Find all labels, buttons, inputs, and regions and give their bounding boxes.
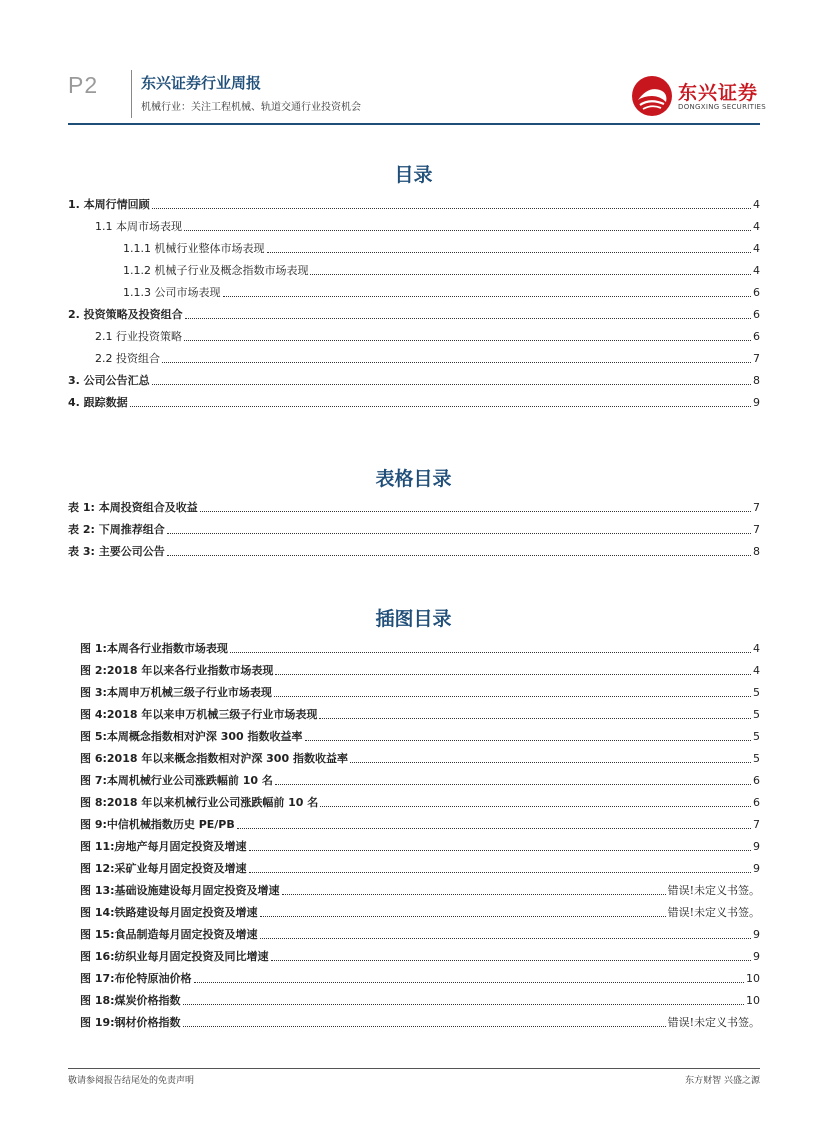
figures-toc-item[interactable]: 图 8:2018 年以来机械行业公司涨跌幅前 10 名 6 (68, 791, 760, 813)
footer-slogan: 东方财智 兴盛之源 (685, 1076, 760, 1086)
tables-toc-title: 表格目录 (375, 468, 452, 490)
header-divider (131, 70, 132, 118)
page-header (0, 0, 827, 130)
report-title: 东兴证券行业周报 (141, 74, 262, 92)
toc-item[interactable]: 1. 本周行情回顾 4 (68, 197, 760, 211)
figures-toc-item[interactable]: 图 15:食品制造每月固定投资及增速 9 (68, 923, 760, 945)
toc-title: 目录 (394, 164, 433, 186)
figures-toc-item[interactable]: 图 7:本周机械行业公司涨跌幅前 10 名 6 (68, 769, 760, 791)
tables-toc-item[interactable]: 表 2: 下周推荐组合 7 (68, 522, 760, 536)
figures-toc-item[interactable]: 图 1:本周各行业指数市场表现 4 (68, 637, 760, 659)
toc-item[interactable]: 2. 投资策略及投资组合 6 (68, 307, 760, 321)
figures-toc-item[interactable]: 图 2:2018 年以来各行业指数市场表现 4 (68, 659, 760, 681)
figures-toc-item[interactable]: 图 14:铁路建设每月固定投资及增速 错误!未定义书签。 (68, 901, 760, 923)
header-rule (68, 123, 760, 125)
figures-toc-item[interactable]: 图 5:本周概念指数相对沪深 300 指数收益率 5 (68, 725, 760, 747)
figures-toc-item[interactable]: 图 13:基础设施建设每月固定投资及增速 错误!未定义书签。 (68, 879, 760, 901)
figures-toc-item[interactable]: 图 16:纺织业每月固定投资及同比增速 9 (68, 945, 760, 967)
footer-rule (68, 1068, 760, 1069)
figures-toc-list (68, 637, 760, 1033)
figures-toc-item[interactable]: 图 12:采矿业每月固定投资及增速 9 (68, 857, 760, 879)
logo-chinese-name: 东兴证券 (678, 82, 759, 104)
figures-toc-item[interactable]: 图 17:布伦特原油价格 10 (68, 967, 760, 989)
figures-toc-item[interactable]: 图 6:2018 年以来概念指数相对沪深 300 指数收益率 5 (68, 747, 760, 769)
toc-item[interactable]: 2.2 投资组合 7 (68, 347, 760, 369)
figures-toc-item[interactable]: 图 18:煤炭价格指数 10 (68, 989, 760, 1011)
footer-disclaimer: 敬请参阅报告结尾处的免责声明 (68, 1076, 195, 1086)
dongxing-logo-icon (630, 74, 674, 118)
toc-item[interactable]: 1.1.3 公司市场表现 6 (68, 281, 760, 303)
figures-toc-item[interactable]: 图 3:本周申万机械三级子行业市场表现 5 (68, 681, 760, 703)
toc-item[interactable]: 1.1.1 机械行业整体市场表现 4 (68, 237, 760, 259)
toc-item[interactable]: 3. 公司公告汇总 8 (68, 373, 760, 387)
toc-item[interactable]: 1.1 本周市场表现 4 (68, 215, 760, 237)
toc-item[interactable]: 2.1 行业投资策略 6 (68, 325, 760, 347)
figures-toc-item[interactable]: 图 9:中信机械指数历史 PE/PB 7 (68, 813, 760, 835)
figures-toc-item[interactable]: 图 19:钢材价格指数 错误!未定义书签。 (68, 1011, 760, 1033)
tables-toc-list (68, 496, 760, 562)
logo-english-name: DONGXING SECURITIES (678, 103, 767, 111)
toc-item[interactable]: 4. 跟踪数据 9 (68, 395, 760, 409)
toc-list (68, 193, 760, 413)
dongxing-logo (630, 74, 767, 118)
report-subtitle: 机械行业：关注工程机械、轨道交通行业投资机会 (141, 102, 361, 113)
page-number: P2 (68, 72, 99, 98)
tables-toc-item[interactable]: 表 3: 主要公司公告 8 (68, 544, 760, 558)
figures-toc-item[interactable]: 图 4:2018 年以来申万机械三级子行业市场表现 5 (68, 703, 760, 725)
toc-item[interactable]: 1.1.2 机械子行业及概念指数市场表现 4 (68, 259, 760, 281)
figures-toc-title: 插图目录 (375, 608, 452, 630)
figures-toc-item[interactable]: 图 11:房地产每月固定投资及增速 9 (68, 835, 760, 857)
tables-toc-item[interactable]: 表 1: 本周投资组合及收益 7 (68, 500, 760, 514)
